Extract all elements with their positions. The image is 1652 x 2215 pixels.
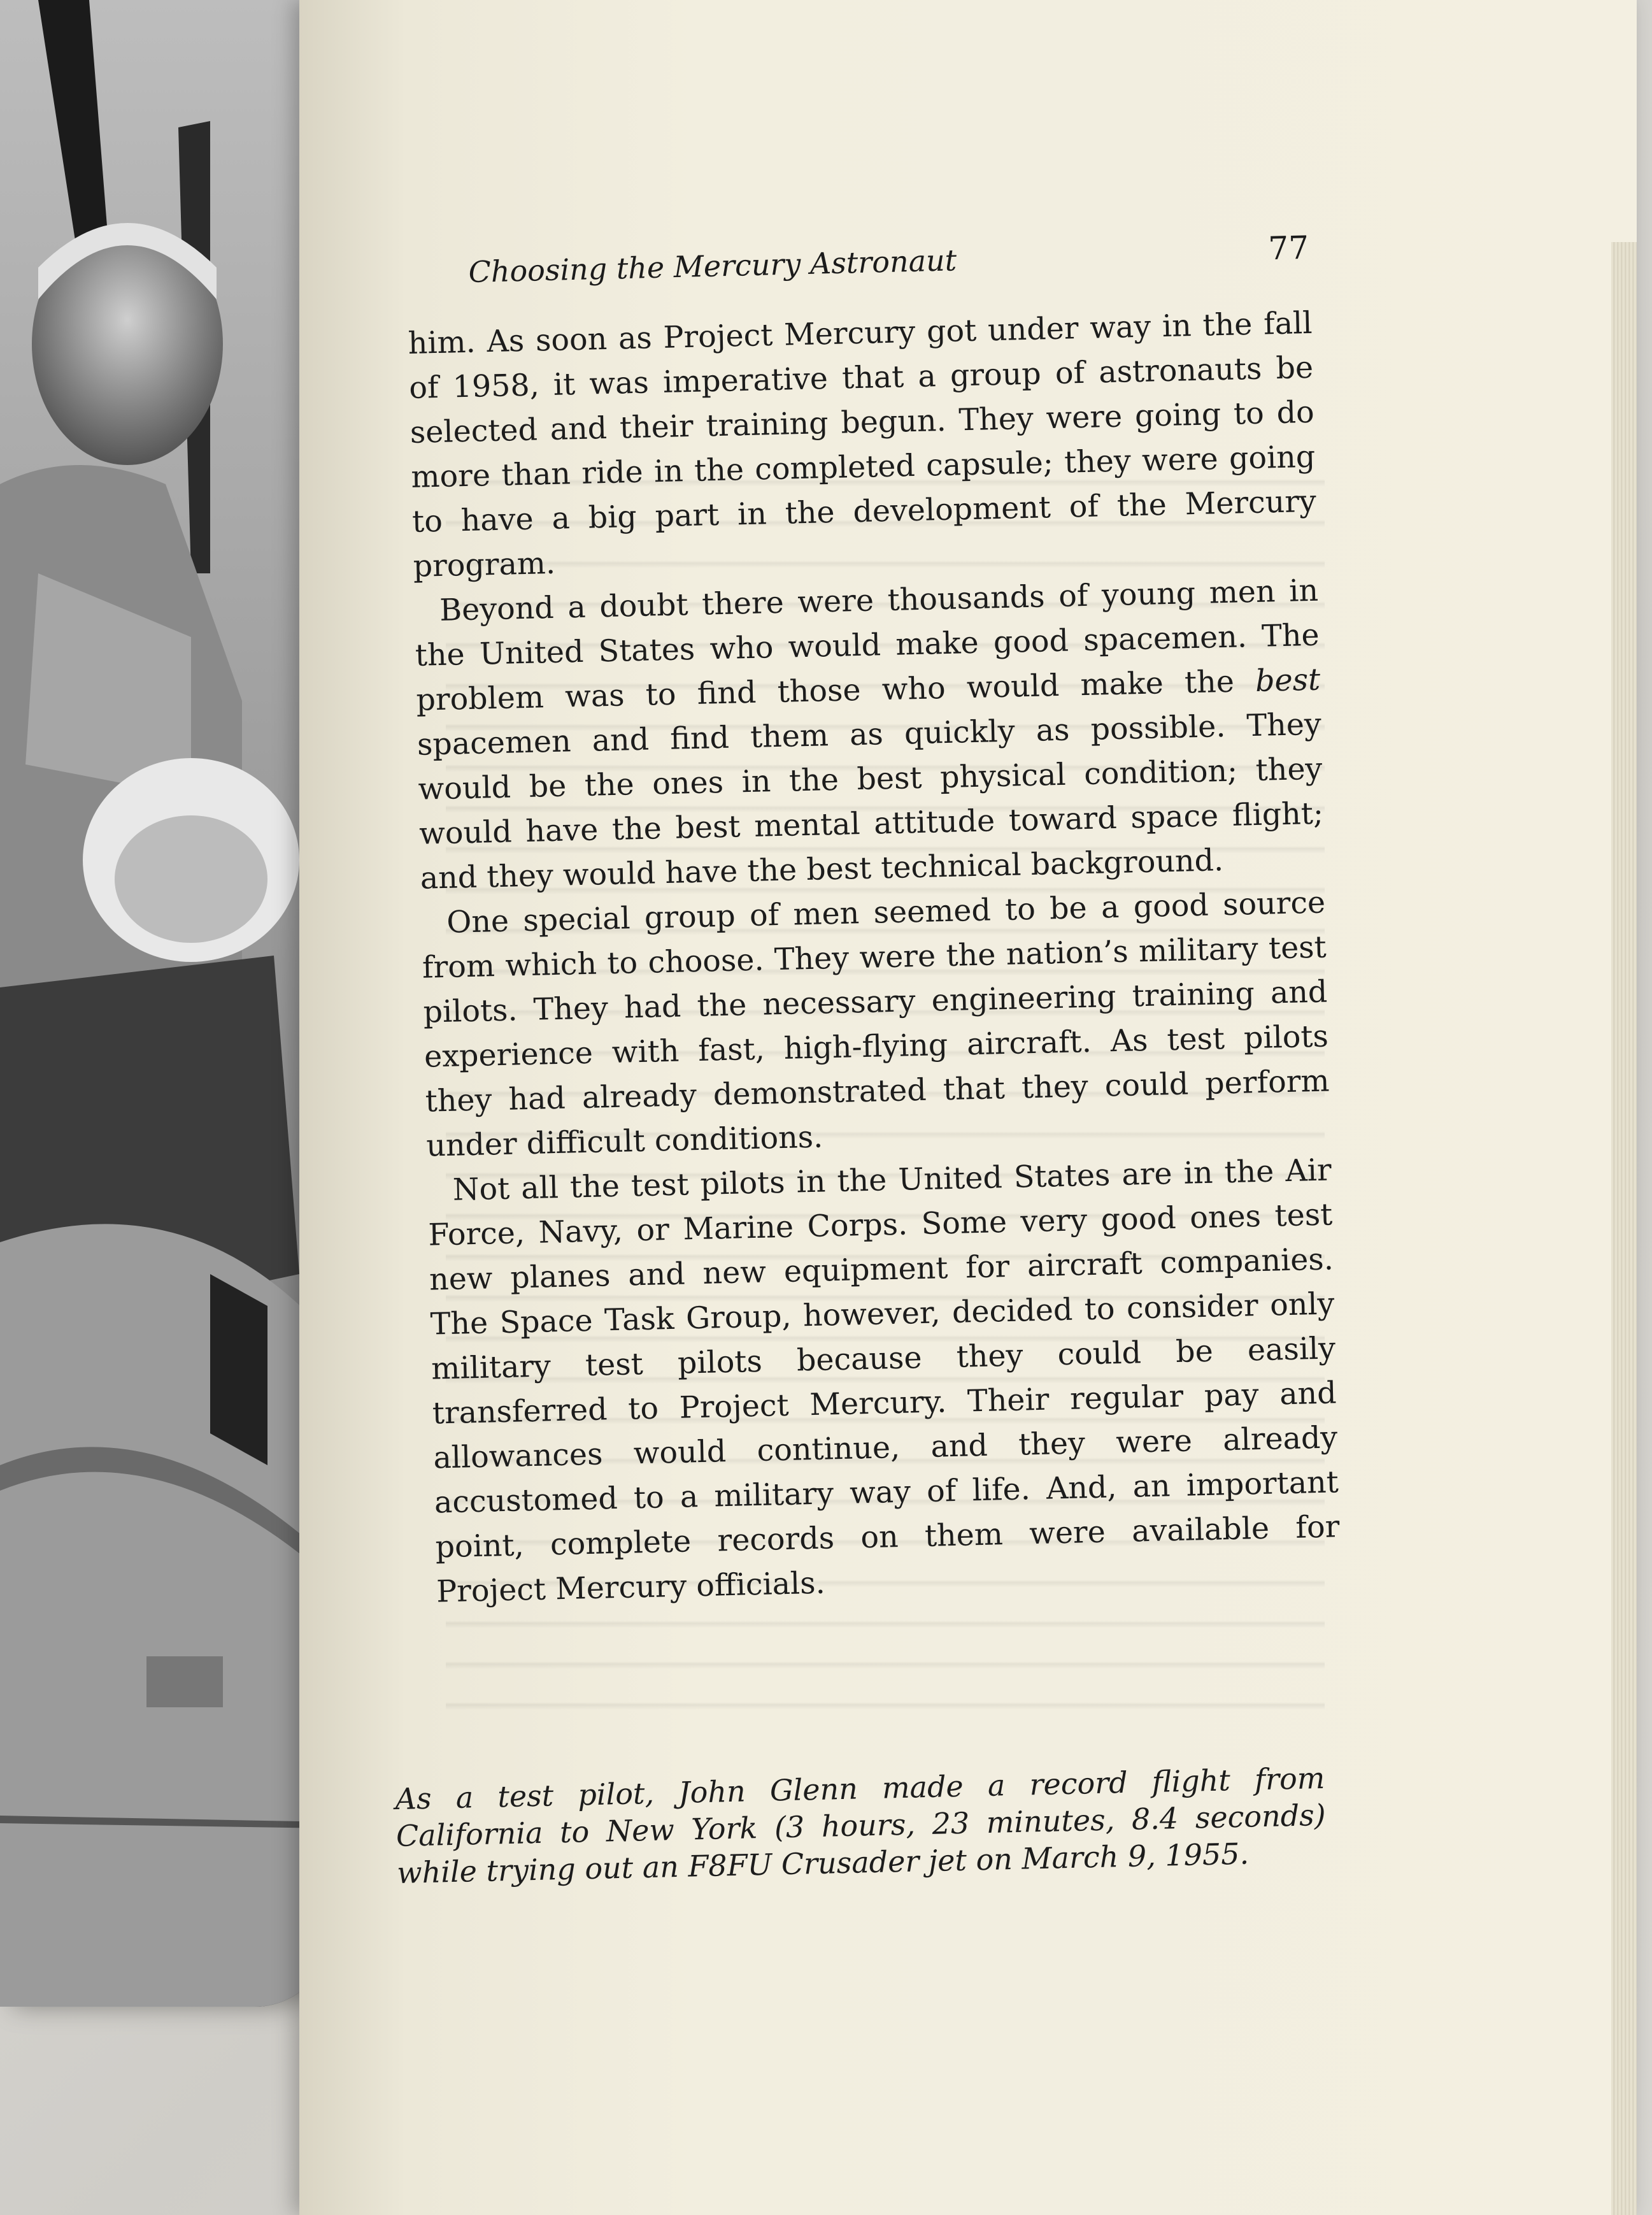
left-page xyxy=(0,0,331,2007)
running-title: Choosing the Mercury Astronaut xyxy=(468,243,957,289)
emphasis-best: best xyxy=(1255,662,1321,699)
page-number: 77 xyxy=(1267,229,1309,268)
page-edges xyxy=(1611,242,1637,2215)
photo-caption: As a test pilot, John Glenn made a record flight from California to New York (3 hours, 23 minutes, 8.4 seconds) while trying out an F8FU Crusader jet on March 9, 1955. xyxy=(395,1760,1327,1890)
paragraph-1: him. As soon as Project Mercury got under way in the fall of 1958, it was imperative that a group of astronauts be selected and their training begun. They were going to do more than ride in the completed capsule; they were going to have a big part in the development of the Mercury program. xyxy=(408,305,1317,584)
paragraph-4: Not all the test pilots in the United States are in the Air Force, Navy, or Marine Corps. Some very good ones test new planes and new equipment for aircraft companies. The Space Task Group, however, decided to consider only military test pilots because they could be easily transferred to Project Mercury. Their regular pay and allowances would continue, and they were already accustomed to a military way of life. And, an important point, complete records on them were available for Project Mercury officials. xyxy=(427,1152,1340,1610)
body-text xyxy=(408,301,1341,1615)
paragraph-3: One special group of men seemed to be a good source from which to choose. They were the nation’s military test pilots. They had the necessary engineering training and experience with fast, high-flying aircraft. As test pilots they had already demonstrated that they could perform under difficult conditions. xyxy=(422,885,1330,1164)
paragraph-2: Beyond a doubt there were thousands of young men in the United States who would make good spacemen. The problem was to find those who would make the best spacemen and find them as quickly as possible. They would be the ones in the best physical condition; they would have the best mental attitude toward space flight; and they would have the best technical background. xyxy=(415,573,1324,896)
pilot-photo xyxy=(0,0,331,2007)
